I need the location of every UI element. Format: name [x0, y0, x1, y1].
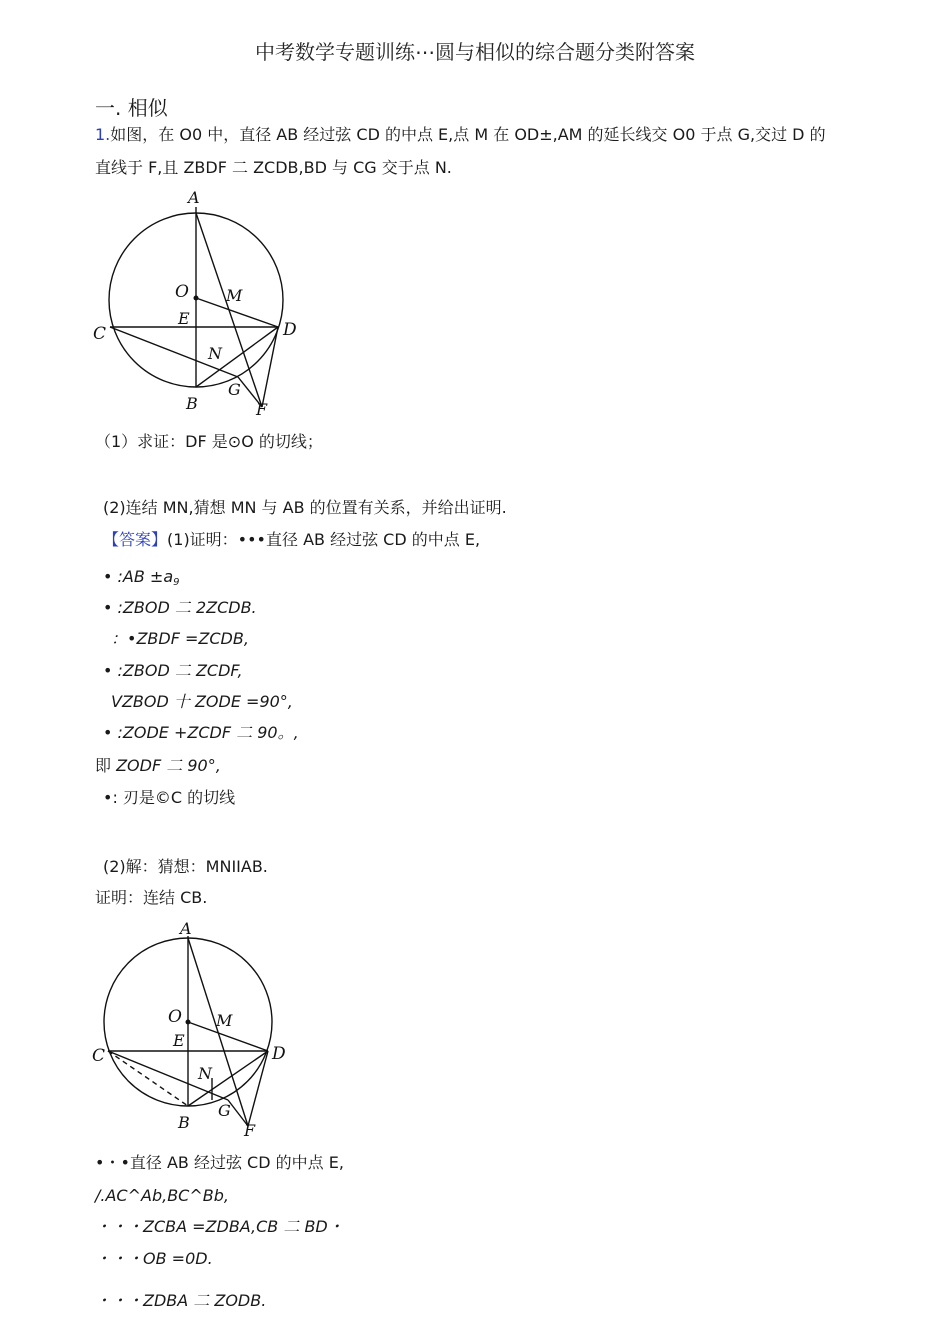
figure1-label-d: D [283, 320, 297, 340]
problem-line-2: 直线于 F,且 ZBDF 二 ZCDB,BD 与 CG 交于点 N. [95, 158, 452, 177]
figure2-label-o: O [168, 1007, 182, 1027]
answer-line-14: ・・・ZCBA =ZDBA,CB 二 BD・ [95, 1217, 344, 1236]
answer-line-10: (2)解：猜想：MNIIAB. [103, 857, 268, 876]
figure2-label-a: A [180, 919, 192, 938]
figure2-center-dot [186, 1020, 191, 1025]
answer-text-2: :AB ±a [117, 567, 174, 586]
section-heading: 一. 相似 [95, 96, 168, 120]
figure1-label-a: A [188, 188, 200, 207]
figure2-label-c: C [92, 1046, 106, 1066]
geometry-figure-1 [88, 185, 308, 425]
figure1-center-dot [194, 296, 199, 301]
figure1-label-n: N [208, 344, 222, 363]
answer-text-1: (1)证明：•••直径 AB 经过弦 CD 的中点 E, [167, 530, 481, 549]
answer-line-6: VZBOD 十 ZODE =90°, [111, 692, 293, 711]
answer-line-2 [103, 565, 180, 595]
figure1-label-f: F [256, 400, 268, 419]
figure2-label-f: F [244, 1121, 256, 1140]
figure2-label-d: D [272, 1044, 286, 1064]
figure1-line-df [262, 327, 278, 407]
answer-line-13: /.AC^Ab,BC^Bb, [95, 1186, 229, 1205]
answer-subscript: 9 [173, 577, 180, 588]
question-1: （1）求证：DF 是⊙O 的切线； [95, 432, 323, 451]
geometry-figure-2 [88, 918, 308, 1140]
figure2-label-e: E [173, 1031, 185, 1050]
figure1-label-b: B [186, 394, 198, 413]
document-title: 中考数学专题训练⋯圆与相似的综合题分类附答案 [255, 40, 695, 64]
figure1-label-o: O [175, 282, 189, 302]
problem-line-1 [95, 123, 826, 147]
answer-line-1 [103, 528, 480, 552]
answer-line-5: • :ZBOD 二 ZCDF, [103, 661, 243, 680]
figure1-label-g: G [228, 380, 241, 399]
answer-tag: 【答案】 [103, 530, 168, 549]
answer-line-15: ・・・OB =0D. [95, 1249, 213, 1268]
figure2-line-af [188, 938, 248, 1126]
answer-line-16: ・・・ZDBA 二 ZODB. [95, 1291, 267, 1310]
answer-line-4: ：•ZBDF =ZCDB, [111, 629, 249, 648]
figure2-label-m: M [216, 1011, 233, 1030]
figure1-label-e: E [178, 309, 190, 328]
figure1-label-c: C [93, 324, 107, 344]
answer-line-7: • :ZODE +ZCDF 二 90。, [103, 723, 299, 742]
answer-line-9: •: 刃是©C 的切线 [103, 788, 236, 807]
figure1-label-m: M [226, 286, 243, 305]
figure2-label-b: B [178, 1113, 190, 1132]
answer-line-11: 证明：连结 CB. [95, 888, 208, 907]
answer-line-8 [95, 754, 221, 778]
question-2: (2)连结 MN,猜想 MN 与 AB 的位置有关系，并给出证明. [103, 498, 507, 517]
answer-ji: 即 [95, 756, 117, 775]
answer-bullet: • [103, 567, 118, 586]
problem-number: 1. [95, 125, 111, 144]
answer-line-3: • :ZBOD 二 2ZCDB. [103, 598, 257, 617]
figure2-label-n: N [198, 1064, 212, 1083]
answer-line-12: •・•直径 AB 经过弦 CD 的中点 E, [95, 1153, 344, 1172]
answer-text-8: ZODF 二 90°, [116, 756, 221, 775]
problem-text-1: 如图，在 O0 中，直径 AB 经过弦 CD 的中点 E,点 M 在 OD±,AM 的延长线交 O0 于点 G,交过 D 的 [110, 125, 826, 144]
figure2-label-g: G [218, 1101, 231, 1120]
figure1-line-af [196, 213, 262, 407]
